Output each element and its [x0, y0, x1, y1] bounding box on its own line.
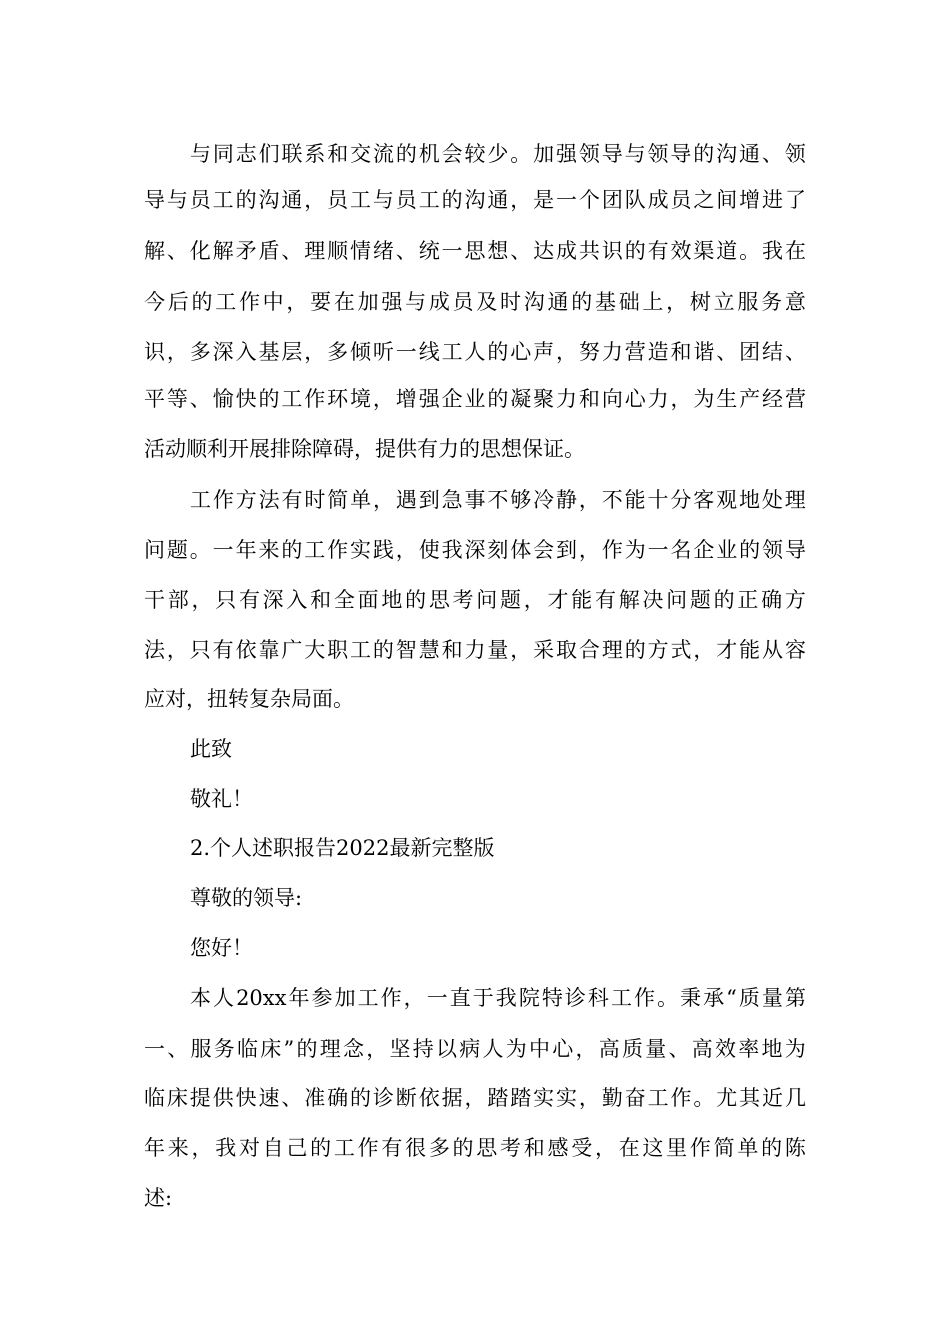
closing-line: 此致	[190, 737, 232, 761]
paragraph-line: 应对，扭转复杂局面。	[144, 687, 354, 711]
paragraph-line: 与 同 志 们 联 系 和 交 流 的 机 会 较 少 。 加 强 领 导 与 领 导 的 沟 通 、 领	[190, 142, 806, 166]
paragraph-line: 平 等 、 愉 快 的 工 作 环 境 ， 增 强 企 业 的 凝 聚 力 和 向 心 力 ， 为 生 产 经 营	[144, 387, 806, 411]
paragraph-line: 干 部 ， 只 有 深 入 和 全 面 地 的 思 考 问 题 ， 才 能 有 解 决 问 题 的 正 确 方	[144, 588, 806, 612]
paragraph-line: 年 来 ， 我 对 自 己 的 工 作 有 很 多 的 思 考 和 感 受 ， 在 这 里 作 简 单 的 陈	[144, 1136, 806, 1160]
paragraph-line: 问 题 。 一 年 来 的 工 作 实 践 ， 使 我 深 刻 体 会 到 ， 作 为 一 名 企 业 的 领 导	[144, 538, 806, 562]
paragraph-line: 临 床 提 供 快 速 、 准 确 的 诊 断 依 据 ， 踏 踏 实 实 ， 勤 奋 工 作 。 尤 其 近 几	[144, 1086, 806, 1110]
paragraph-line: 法 ， 只 有 依 靠 广 大 职 工 的 智 慧 和 力 量 ， 采 取 合 理 的 方 式 ， 才 能 从 容	[144, 638, 806, 662]
paragraph-line: 今 后 的 工 作 中 ， 要 在 加 强 与 成 员 及 时 沟 通 的 基 础 上 ， 树 立 服 务 意	[144, 290, 806, 314]
paragraph-line: 导 与 员 工 的 沟 通 ， 员 工 与 员 工 的 沟 通 ， 是 一 个 团 队 成 员 之 间 增 进 了	[144, 188, 806, 212]
paragraph-line: 一 、 服 务 临 床 ” 的 理 念 ， 坚 持 以 病 人 为 中 心 ， 高 质 量 、 高 效 率 地 为	[144, 1037, 806, 1061]
salutation: 尊敬的领导:	[190, 886, 303, 910]
section-heading: 2.个人述职报告2022最新完整版	[190, 836, 495, 860]
paragraph-line: 解 、 化 解 矛 盾 、 理 顺 情 绪 、 统 一 思 想 、 达 成 共 识 的 有 效 渠 道 。 我 在	[144, 239, 806, 263]
greeting: 您好！	[190, 936, 253, 960]
closing-line: 敬礼！	[190, 787, 253, 811]
paragraph-line: 工 作 方 法 有 时 简 单 ， 遇 到 急 事 不 够 冷 静 ， 不 能 十 分 客 观 地 处 理	[190, 488, 806, 512]
paragraph-line: 识 ， 多 深 入 基 层 ， 多 倾 听 一 线 工 人 的 心 声 ， 努 力 营 造 和 谐 、 团 结 、	[144, 340, 806, 364]
paragraph-line: 活动顺利开展排除障碍，提供有力的思想保证。	[144, 437, 585, 461]
paragraph-line: 本 人 20xx 年 参 加 工 作 ， 一 直 于 我 院 特 诊 科 工 作 。 秉 承 “ 质 量 第	[190, 986, 806, 1010]
paragraph-line: 述:	[144, 1186, 173, 1210]
